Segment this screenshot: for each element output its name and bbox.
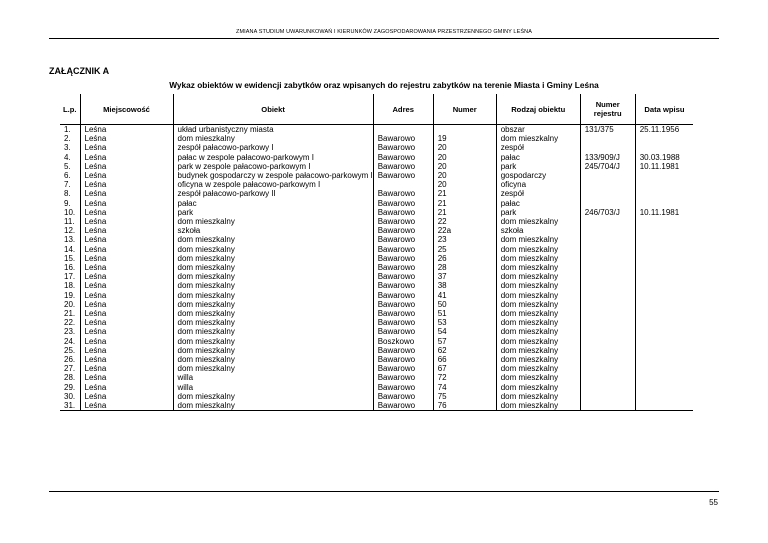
- table-row: [60, 245, 693, 254]
- table-row: [60, 401, 693, 411]
- table-row: [60, 125, 693, 135]
- cell-place: Leśna: [80, 355, 173, 364]
- table-row: [60, 327, 693, 336]
- cell-number: 53: [433, 318, 496, 327]
- table-row: [60, 162, 693, 171]
- cell-object: dom mieszkalny: [173, 254, 373, 263]
- cell-address: Bawarowo: [373, 199, 433, 208]
- cell-address: Bawarowo: [373, 355, 433, 364]
- cell-register: [580, 364, 635, 373]
- cell-place: Leśna: [80, 281, 173, 290]
- cell-place: Leśna: [80, 291, 173, 300]
- cell-place: Leśna: [80, 346, 173, 355]
- cell-type: zespół: [496, 189, 580, 198]
- cell-type: dom mieszkalny: [496, 364, 580, 373]
- cell-register: [580, 171, 635, 180]
- cell-type: dom mieszkalny: [496, 263, 580, 272]
- cell-date: [635, 245, 693, 254]
- footer-rule: [49, 491, 719, 492]
- cell-number: 20: [433, 153, 496, 162]
- cell-lp: 25.: [64, 345, 76, 355]
- cell-type: dom mieszkalny: [496, 235, 580, 244]
- cell-date: [635, 272, 693, 281]
- cell-lp: 1.: [64, 125, 71, 134]
- cell-number: 50: [433, 300, 496, 309]
- cell-date: [635, 346, 693, 355]
- table-row: [60, 392, 693, 401]
- cell-date: [635, 327, 693, 336]
- cell-register: [580, 263, 635, 272]
- table-row: [60, 373, 693, 382]
- cell-number: 62: [433, 346, 496, 355]
- cell-place: Leśna: [80, 364, 173, 373]
- table-row: [60, 143, 693, 152]
- cell-type: dom mieszkalny: [496, 300, 580, 309]
- cell-number: 57: [433, 337, 496, 346]
- cell-place: Leśna: [80, 134, 173, 143]
- cell-address: Bawarowo: [373, 162, 433, 171]
- cell-object: dom mieszkalny: [173, 235, 373, 244]
- table-row: [60, 263, 693, 272]
- cell-lp: 30.: [64, 391, 76, 401]
- cell-date: [635, 318, 693, 327]
- cell-date: [635, 364, 693, 373]
- cell-date: [635, 180, 693, 189]
- cell-number: 72: [433, 373, 496, 382]
- table-row: [60, 180, 693, 189]
- cell-object: zespół pałacowo-parkowy II: [173, 189, 373, 198]
- running-header: ZMIANA STUDIUM UWARUNKOWAŃ I KIERUNKÓW ZAGOSPODAROWANIA PRZESTRZENNEGO GMINY LEŚNA: [236, 29, 532, 35]
- table-row: [60, 272, 693, 281]
- cell-date: 10.11.1981: [635, 162, 693, 171]
- cell-type: dom mieszkalny: [496, 245, 580, 254]
- col-address-header: Adres: [373, 94, 433, 125]
- cell-date: [635, 300, 693, 309]
- cell-number: 38: [433, 281, 496, 290]
- cell-place: Leśna: [80, 337, 173, 346]
- cell-place: Leśna: [80, 189, 173, 198]
- cell-number: 19: [433, 134, 496, 143]
- col-date-header: Data wpisu: [635, 94, 693, 125]
- cell-date: [635, 309, 693, 318]
- cell-number: 26: [433, 254, 496, 263]
- cell-register: [580, 272, 635, 281]
- cell-lp: 11.: [64, 217, 75, 227]
- table-row: [60, 189, 693, 198]
- cell-object: dom mieszkalny: [173, 364, 373, 373]
- cell-register: [580, 346, 635, 355]
- cell-type: dom mieszkalny: [496, 318, 580, 327]
- cell-date: [635, 171, 693, 180]
- cell-object: pałac w zespole pałacowo-parkowym I: [173, 153, 373, 162]
- cell-number: 67: [433, 364, 496, 373]
- cell-type: dom mieszkalny: [496, 272, 580, 281]
- col-register-header: Numer rejestru: [580, 94, 635, 125]
- cell-register: [580, 226, 635, 235]
- col-place-header: Miejscowość: [80, 94, 173, 125]
- cell-lp: 27.: [64, 364, 76, 374]
- cell-lp: 8.: [64, 189, 71, 199]
- cell-lp: 21.: [64, 309, 76, 319]
- cell-place: Leśna: [80, 373, 173, 382]
- cell-type: dom mieszkalny: [496, 401, 580, 411]
- cell-register: [580, 355, 635, 364]
- cell-date: [635, 355, 693, 364]
- cell-address: Bawarowo: [373, 392, 433, 401]
- cell-type: dom mieszkalny: [496, 383, 580, 392]
- cell-place: Leśna: [80, 125, 173, 135]
- cell-type: dom mieszkalny: [496, 327, 580, 336]
- cell-number: 20: [433, 171, 496, 180]
- cell-number: 28: [433, 263, 496, 272]
- cell-type: park: [496, 208, 580, 217]
- cell-object: dom mieszkalny: [173, 134, 373, 143]
- cell-register: 133/909/J: [580, 153, 635, 162]
- cell-place: Leśna: [80, 327, 173, 336]
- cell-place: Leśna: [80, 171, 173, 180]
- table-row: [60, 226, 693, 235]
- cell-register: [580, 300, 635, 309]
- cell-lp: 17.: [64, 272, 76, 282]
- cell-date: 10.11.1981: [635, 208, 693, 217]
- header-rule: [49, 38, 719, 39]
- cell-address: Bawarowo: [373, 327, 433, 336]
- cell-place: Leśna: [80, 153, 173, 162]
- cell-address: Bawarowo: [373, 373, 433, 382]
- cell-type: dom mieszkalny: [496, 134, 580, 143]
- cell-address: Bawarowo: [373, 309, 433, 318]
- cell-lp: 14.: [64, 244, 76, 254]
- cell-object: dom mieszkalny: [173, 346, 373, 355]
- table-row: [60, 383, 693, 392]
- cell-place: Leśna: [80, 263, 173, 272]
- cell-object: dom mieszkalny: [173, 318, 373, 327]
- cell-number: 23: [433, 235, 496, 244]
- cell-address: Bawarowo: [373, 383, 433, 392]
- cell-number: 54: [433, 327, 496, 336]
- cell-date: [635, 235, 693, 244]
- cell-register: [580, 291, 635, 300]
- cell-place: Leśna: [80, 309, 173, 318]
- table-row: [60, 199, 693, 208]
- cell-lp: 24.: [64, 336, 76, 346]
- cell-place: Leśna: [80, 245, 173, 254]
- cell-object: dom mieszkalny: [173, 392, 373, 401]
- cell-register: [580, 327, 635, 336]
- cell-place: Leśna: [80, 401, 173, 411]
- table-row: [60, 318, 693, 327]
- cell-type: dom mieszkalny: [496, 373, 580, 382]
- cell-number: 25: [433, 245, 496, 254]
- cell-register: [580, 309, 635, 318]
- cell-lp: 5.: [64, 161, 71, 171]
- cell-lp: 28.: [64, 373, 76, 383]
- cell-lp: 13.: [64, 235, 76, 245]
- cell-type: pałac: [496, 153, 580, 162]
- cell-date: [635, 217, 693, 226]
- cell-address: Bawarowo: [373, 143, 433, 152]
- cell-object: dom mieszkalny: [173, 300, 373, 309]
- cell-place: Leśna: [80, 254, 173, 263]
- table-row: [60, 291, 693, 300]
- table-row: [60, 300, 693, 309]
- cell-date: [635, 226, 693, 235]
- cell-place: Leśna: [80, 235, 173, 244]
- table-body: [60, 125, 693, 411]
- cell-address: Bawarowo: [373, 171, 433, 180]
- cell-object: dom mieszkalny: [173, 281, 373, 290]
- cell-register: [580, 254, 635, 263]
- cell-address: Bawarowo: [373, 318, 433, 327]
- cell-number: 20: [433, 143, 496, 152]
- cell-place: Leśna: [80, 300, 173, 309]
- cell-place: Leśna: [80, 180, 173, 189]
- cell-place: Leśna: [80, 226, 173, 235]
- cell-register: [580, 373, 635, 382]
- cell-place: Leśna: [80, 392, 173, 401]
- cell-place: Leśna: [80, 199, 173, 208]
- cell-register: [580, 245, 635, 254]
- cell-date: [635, 199, 693, 208]
- table-row: [60, 309, 693, 318]
- cell-address: Bawarowo: [373, 153, 433, 162]
- table-row: [60, 364, 693, 373]
- cell-place: Leśna: [80, 143, 173, 152]
- cell-date: [635, 254, 693, 263]
- cell-type: obszar: [496, 125, 580, 135]
- cell-place: Leśna: [80, 272, 173, 281]
- cell-object: pałac: [173, 199, 373, 208]
- cell-type: dom mieszkalny: [496, 337, 580, 346]
- cell-number: 20: [433, 180, 496, 189]
- cell-register: [580, 383, 635, 392]
- cell-lp: 19.: [64, 290, 76, 300]
- cell-address: Bawarowo: [373, 401, 433, 411]
- cell-object: dom mieszkalny: [173, 263, 373, 272]
- cell-place: Leśna: [80, 217, 173, 226]
- cell-address: Bawarowo: [373, 245, 433, 254]
- cell-object: dom mieszkalny: [173, 355, 373, 364]
- cell-object: dom mieszkalny: [173, 327, 373, 336]
- cell-place: Leśna: [80, 162, 173, 171]
- table-row: [60, 153, 693, 162]
- cell-register: [580, 143, 635, 152]
- cell-place: Leśna: [80, 208, 173, 217]
- cell-address: Bawarowo: [373, 364, 433, 373]
- cell-object: dom mieszkalny: [173, 217, 373, 226]
- table-row: [60, 171, 693, 180]
- cell-object: oficyna w zespole pałacowo-parkowym I: [173, 180, 373, 189]
- table-header-row: [60, 94, 693, 125]
- monuments-table: [60, 94, 693, 411]
- cell-lp: 10.: [64, 207, 76, 217]
- table-row: [60, 346, 693, 355]
- cell-object: dom mieszkalny: [173, 337, 373, 346]
- cell-type: dom mieszkalny: [496, 281, 580, 290]
- cell-register: 245/704/J: [580, 162, 635, 171]
- cell-number: 51: [433, 309, 496, 318]
- cell-register: [580, 401, 635, 411]
- cell-lp: 31.: [60, 401, 80, 411]
- table-row: [60, 355, 693, 364]
- table-row: [60, 217, 693, 226]
- cell-type: zespół: [496, 143, 580, 152]
- cell-lp: 9.: [64, 198, 71, 208]
- cell-date: [635, 337, 693, 346]
- cell-type: gospodarczy: [496, 171, 580, 180]
- cell-number: 22a: [433, 226, 496, 235]
- cell-date: [635, 401, 693, 411]
- cell-date: [635, 189, 693, 198]
- cell-object: budynek gospodarczy w zespole pałacowo-parkowym I: [173, 171, 373, 180]
- cell-register: [580, 318, 635, 327]
- cell-type: dom mieszkalny: [496, 309, 580, 318]
- col-lp-header: L.p.: [60, 94, 80, 125]
- cell-type: park: [496, 162, 580, 171]
- cell-object: dom mieszkalny: [173, 272, 373, 281]
- cell-object: dom mieszkalny: [173, 309, 373, 318]
- cell-number: 21: [433, 199, 496, 208]
- cell-register: [580, 281, 635, 290]
- cell-type: dom mieszkalny: [496, 392, 580, 401]
- cell-date: 30.03.1988: [635, 153, 693, 162]
- cell-type: dom mieszkalny: [496, 254, 580, 263]
- cell-address: Bawarowo: [373, 254, 433, 263]
- cell-address: Bawarowo: [373, 291, 433, 300]
- cell-date: [635, 392, 693, 401]
- cell-date: [635, 373, 693, 382]
- cell-register: [580, 392, 635, 401]
- cell-object: willa: [173, 373, 373, 382]
- cell-object: park w zespole pałacowo-parkowym I: [173, 162, 373, 171]
- cell-address: Bawarowo: [373, 272, 433, 281]
- cell-register: 246/703/J: [580, 208, 635, 217]
- cell-lp: 18.: [64, 281, 76, 291]
- col-object-header: Obiekt: [173, 94, 373, 125]
- cell-lp: 23.: [64, 327, 76, 337]
- cell-address: Bawarowo: [373, 217, 433, 226]
- cell-address: [373, 180, 433, 189]
- cell-lp: 20.: [64, 299, 76, 309]
- cell-number: 37: [433, 272, 496, 281]
- cell-number: 22: [433, 217, 496, 226]
- cell-address: Bawarowo: [373, 208, 433, 217]
- cell-address: Bawarowo: [373, 281, 433, 290]
- cell-type: dom mieszkalny: [496, 291, 580, 300]
- cell-lp: 12.: [64, 226, 76, 236]
- cell-lp: 2.: [64, 134, 71, 144]
- cell-date: [635, 291, 693, 300]
- cell-register: [580, 199, 635, 208]
- cell-register: [580, 134, 635, 143]
- cell-place: Leśna: [80, 383, 173, 392]
- cell-number: 74: [433, 383, 496, 392]
- page-number: 55: [709, 498, 718, 507]
- table-caption: Wykaz obiektów w ewidencji zabytków oraz wpisanych do rejestru zabytków na terenie Miasta i Gminy Leśna: [169, 80, 599, 90]
- cell-address: Bawarowo: [373, 189, 433, 198]
- cell-object: park: [173, 208, 373, 217]
- table-row: [60, 337, 693, 346]
- cell-register: 131/375: [580, 125, 635, 135]
- cell-date: [635, 263, 693, 272]
- cell-number: 41: [433, 291, 496, 300]
- cell-type: szkoła: [496, 226, 580, 235]
- cell-type: dom mieszkalny: [496, 346, 580, 355]
- cell-number: 75: [433, 392, 496, 401]
- cell-type: oficyna: [496, 180, 580, 189]
- cell-address: [373, 125, 433, 135]
- cell-place: Leśna: [80, 318, 173, 327]
- col-number-header: Numer: [433, 94, 496, 125]
- cell-register: [580, 189, 635, 198]
- cell-register: [580, 217, 635, 226]
- cell-object: szkoła: [173, 226, 373, 235]
- cell-object: willa: [173, 383, 373, 392]
- cell-number: 76: [433, 401, 496, 411]
- table-row: [60, 134, 693, 143]
- cell-lp: 26.: [64, 355, 76, 365]
- cell-register: [580, 235, 635, 244]
- cell-register: [580, 337, 635, 346]
- cell-type: dom mieszkalny: [496, 355, 580, 364]
- table-row: [60, 281, 693, 290]
- cell-lp: 16.: [64, 263, 76, 273]
- cell-register: [580, 180, 635, 189]
- cell-object: dom mieszkalny: [173, 291, 373, 300]
- cell-type: dom mieszkalny: [496, 217, 580, 226]
- cell-lp: 7.: [64, 180, 71, 190]
- table-row: [60, 235, 693, 244]
- cell-lp: 6.: [64, 171, 71, 181]
- cell-address: Bawarowo: [373, 346, 433, 355]
- cell-date: [635, 134, 693, 143]
- cell-date: [635, 281, 693, 290]
- cell-address: Boszkowo: [373, 337, 433, 346]
- table-row: [60, 254, 693, 263]
- cell-address: Bawarowo: [373, 235, 433, 244]
- cell-address: Bawarowo: [373, 226, 433, 235]
- cell-object: dom mieszkalny: [173, 245, 373, 254]
- cell-lp: 4.: [64, 152, 71, 162]
- cell-date: 25.11.1956: [635, 125, 693, 135]
- cell-lp: 29.: [64, 382, 76, 392]
- cell-date: [635, 143, 693, 152]
- cell-lp: 22.: [64, 318, 76, 328]
- cell-object: dom mieszkalny: [173, 401, 373, 411]
- cell-number: 21: [433, 189, 496, 198]
- table-row: [60, 208, 693, 217]
- cell-address: Bawarowo: [373, 300, 433, 309]
- cell-address: Bawarowo: [373, 263, 433, 272]
- cell-number: 20: [433, 162, 496, 171]
- annex-title: ZAŁĄCZNIK A: [49, 66, 110, 76]
- col-type-header: Rodzaj obiektu: [496, 94, 580, 125]
- cell-number: 66: [433, 355, 496, 364]
- cell-date: [635, 383, 693, 392]
- cell-object: zespół pałacowo-parkowy I: [173, 143, 373, 152]
- cell-lp: 3.: [64, 143, 71, 153]
- cell-type: pałac: [496, 199, 580, 208]
- cell-object: układ urbanistyczny miasta: [173, 125, 373, 135]
- cell-number: 21: [433, 208, 496, 217]
- cell-address: Bawarowo: [373, 134, 433, 143]
- cell-number: [433, 125, 496, 135]
- cell-lp: 15.: [64, 253, 76, 263]
